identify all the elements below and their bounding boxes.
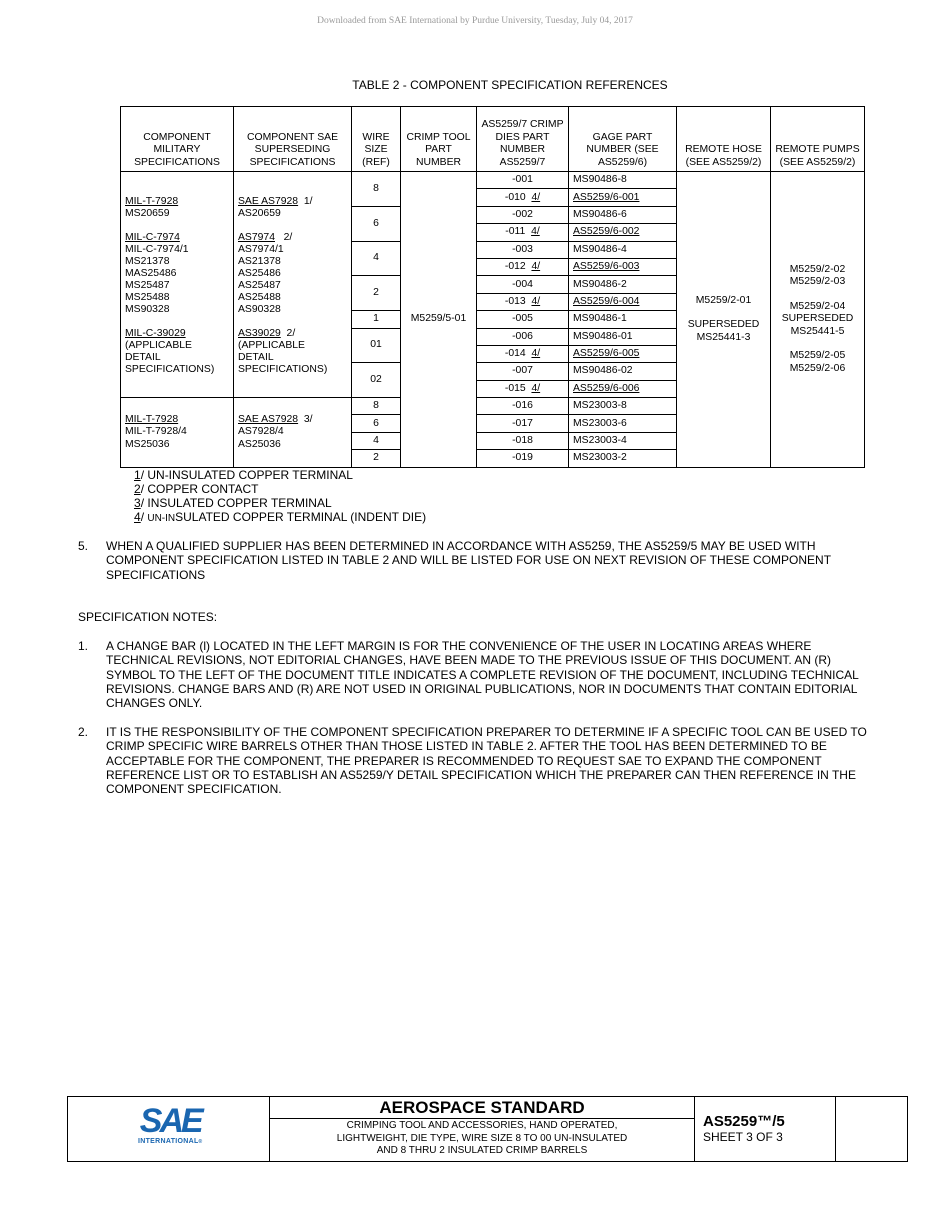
table-header-row	[121, 107, 865, 172]
note-text: A CHANGE BAR (l) LOCATED IN THE LEFT MARGIN IS FOR THE CONVENIENCE OF THE USER IN LOCATING AREAS WHERE TECHNICAL REVISIONS, NOT EDITORIAL CHANGES, HAVE BEEN MADE TO THE PREVIOUS ISSUE OF THIS DOCUMENT. AN (R) SYMBOL TO THE LEFT OF THE DOCUMENT TITLE INDICATES A COMPLETE REVISION OF THE DOCUMENT, INCLUDING TECHNICAL REVISIONS. CHANGE BARS AND (R) ARE NOT USED IN ORIGINAL PUBLICATIONS, NOR IN DOCUMENTS THAT CONTAIN EDITORIAL CHANGES ONLY.	[106, 639, 859, 711]
gage-part: MS90486-02	[569, 363, 677, 380]
sae-specs-group1	[234, 172, 352, 398]
remote-pumps: M5259/2-02 M5259/2-03 M5259/2-04 SUPERSEDED MS25441-5 M5259/2-05 M5259/2-06	[771, 172, 865, 468]
wire-size: 2	[352, 276, 401, 311]
note-number: 1.	[78, 639, 89, 653]
sae-logo-mark: SAE	[139, 1102, 201, 1140]
wire-size: 6	[352, 415, 401, 432]
component-spec-table	[120, 106, 865, 468]
mil-spec: MIL-T-7928	[125, 196, 179, 207]
paragraph-number: 5.	[78, 539, 89, 553]
die-part: -010 4/	[477, 189, 569, 206]
gage-part: MS90486-01	[569, 328, 677, 345]
die-part: -019	[477, 450, 569, 467]
gage-part: MS90486-1	[569, 311, 677, 328]
sae-logo	[138, 1104, 203, 1145]
document-subtitle: CRIMPING TOOL AND ACCESSORIES, HAND OPERATED, LIGHTWEIGHT, DIE TYPE, WIRE SIZE 8 TO 00 UN-INSULATED AND 8 THRU 2 INSULATED CRIMP BARRELS	[336, 1120, 628, 1156]
wire-size: 1	[352, 311, 401, 328]
col-header-gage: GAGE PART NUMBER (SEE AS5259/6)	[569, 107, 677, 172]
wire-size: 4	[352, 432, 401, 449]
die-part: -005	[477, 311, 569, 328]
footnote-1: 1/ UN-INSULATED COPPER TERMINAL	[134, 468, 353, 482]
paragraph-text: WHEN A QUALIFIED SUPPLIER HAS BEEN DETERMINED IN ACCORDANCE WITH AS5259, THE AS5259/5 MAY BE USED WITH COMPONENT SPECIFICATION LISTED IN TABLE 2 AND WILL BE LISTED FOR USE ON NEXT REVISION OF THESE COMPONENT SPECIFICATIONS	[106, 539, 831, 582]
gage-part: MS23003-6	[569, 415, 677, 432]
mil-spec: DETAIL	[125, 352, 161, 363]
sae-spec: SAE AS7928 1/	[238, 196, 313, 207]
sheet-number: SHEET 3 OF 3	[703, 1130, 783, 1144]
title-block	[67, 1096, 908, 1162]
wire-size: 8	[352, 398, 401, 415]
col-header-military: COMPONENT MILITARY SPECIFICATIONS	[121, 107, 234, 172]
wire-size: 8	[352, 172, 401, 207]
gage-part: AS5259/6-002	[569, 224, 677, 241]
table-title: TABLE 2 - COMPONENT SPECIFICATION REFERENCES	[352, 78, 668, 92]
sae-spec: AS25486	[238, 268, 281, 279]
gage-part: AS5259/6-001	[569, 189, 677, 206]
die-part: -004	[477, 276, 569, 293]
die-part: -017	[477, 415, 569, 432]
sae-spec: DETAIL	[238, 352, 274, 363]
die-part: -002	[477, 206, 569, 223]
wire-size: 4	[352, 241, 401, 276]
mil-spec: MAS25486	[125, 268, 177, 279]
wire-size: 02	[352, 363, 401, 398]
sae-spec: SPECIFICATIONS)	[238, 364, 328, 375]
die-part: -003	[477, 241, 569, 258]
mil-spec: MIL-C-39029	[125, 328, 186, 339]
gage-part: AS5259/6-003	[569, 258, 677, 275]
col-header-crimp-dies: AS5259/7 CRIMP DIES PART NUMBER AS5259/7	[477, 107, 569, 172]
title-cell	[270, 1097, 695, 1161]
sae-logo-sub: INTERNATIONAL®	[138, 1138, 203, 1145]
die-part: -013 4/	[477, 293, 569, 310]
wire-size: 01	[352, 328, 401, 363]
gage-part: MS23003-2	[569, 450, 677, 467]
sae-spec: AS39029 2/	[238, 328, 296, 339]
die-part: -015 4/	[477, 380, 569, 397]
sae-specs-group2: SAE AS7928 3/ AS7928/4 AS25036	[234, 398, 352, 468]
die-part: -011 4/	[477, 224, 569, 241]
gage-part: MS90486-2	[569, 276, 677, 293]
die-part: -018	[477, 432, 569, 449]
die-part: -012 4/	[477, 258, 569, 275]
footnote-3: 3/ INSULATED COPPER TERMINAL	[134, 496, 332, 510]
note-text: IT IS THE RESPONSIBILITY OF THE COMPONENT SPECIFICATION PREPARER TO DETERMINE IF A SPECIFIC TOOL CAN BE USED TO CRIMP SPECIFIC WIRE BARRELS OTHER THAN THOSE LISTED IN TABLE 2. AFTER THE TOOL HAS BEEN DETERMINED TO BE ACCEPTABLE FOR THE COMPONENT, THE PREPARER IS RECOMMENDED TO REQUEST SAE TO EXPAND THE COMPONENT REFERENCE LIST OR TO ESTABLISH AN AS5259/Y DETAIL SPECIFICATION WHICH THE PREPARER CAN THEN REFERENCE IN THE COMPONENT SPECIFICATION.	[106, 725, 867, 797]
number-cell	[695, 1097, 836, 1161]
mil-spec: MS25488	[125, 292, 170, 303]
remote-hose: M5259/2-01 SUPERSEDED MS25441-3	[677, 172, 771, 468]
mil-spec: MS90328	[125, 304, 170, 315]
logo-cell	[68, 1097, 270, 1161]
col-header-crimp-tool: CRIMP TOOL PART NUMBER	[401, 107, 477, 172]
paragraph-5	[78, 539, 878, 582]
gage-part: AS5259/6-006	[569, 380, 677, 397]
gage-part: MS90486-6	[569, 206, 677, 223]
note-number: 2.	[78, 725, 89, 739]
gage-part: AS5259/6-004	[569, 293, 677, 310]
sae-spec: AS90328	[238, 304, 281, 315]
document-number: AS5259™/5	[703, 1113, 785, 1130]
wire-size: 2	[352, 450, 401, 467]
table-row	[121, 172, 865, 189]
die-part: -016	[477, 398, 569, 415]
military-specs-group1	[121, 172, 234, 398]
col-header-remote-pumps: REMOTE PUMPS (SEE AS5259/2)	[771, 107, 865, 172]
mil-spec: SPECIFICATIONS)	[125, 364, 215, 375]
military-specs-group2: MIL-T-7928 MIL-T-7928/4 MS25036	[121, 398, 234, 468]
sae-spec: (APPLICABLE	[238, 340, 305, 351]
sae-spec: AS7974 2/	[238, 232, 293, 243]
document-type: AEROSPACE STANDARD	[270, 1097, 694, 1119]
die-part: -006	[477, 328, 569, 345]
sae-spec: AS25487	[238, 280, 281, 291]
mil-spec: (APPLICABLE	[125, 340, 192, 351]
mil-spec: MIL-C-7974/1	[125, 244, 189, 255]
col-header-sae: COMPONENT SAE SUPERSEDING SPECIFICATIONS	[234, 107, 352, 172]
crimp-tool-part: M5259/5-01	[401, 172, 477, 468]
gage-part: AS5259/6-005	[569, 345, 677, 362]
mil-spec: MS21378	[125, 256, 170, 267]
wire-size: 6	[352, 206, 401, 241]
spec-notes-heading: SPECIFICATION NOTES:	[78, 610, 218, 624]
die-part: -007	[477, 363, 569, 380]
die-part: -001	[477, 172, 569, 189]
revision-cell	[836, 1097, 906, 1161]
gage-part: MS23003-8	[569, 398, 677, 415]
gage-part: MS90486-8	[569, 172, 677, 189]
gage-part: MS23003-4	[569, 432, 677, 449]
gage-part: MS90486-4	[569, 241, 677, 258]
sae-spec: AS21378	[238, 256, 281, 267]
mil-spec: MS20659	[125, 208, 170, 219]
col-header-wire-size: WIRE SIZE (REF)	[352, 107, 401, 172]
mil-spec: MIL-C-7974	[125, 232, 180, 243]
download-note: Downloaded from SAE International by Purdue University, Tuesday, July 04, 2017	[317, 16, 633, 26]
footnote-4: 4/ UN-INSULATED COPPER TERMINAL (INDENT DIE)	[134, 510, 427, 524]
col-header-remote-hose: REMOTE HOSE (SEE AS5259/2)	[677, 107, 771, 172]
sae-spec: AS25488	[238, 292, 281, 303]
mil-spec: MS25487	[125, 280, 170, 291]
spec-note-2	[78, 725, 878, 796]
die-part: -014 4/	[477, 345, 569, 362]
spec-note-1	[78, 639, 878, 710]
footnote-2: 2/ COPPER CONTACT	[134, 482, 259, 496]
sae-spec: AS20659	[238, 208, 281, 219]
sae-spec: AS7974/1	[238, 244, 284, 255]
